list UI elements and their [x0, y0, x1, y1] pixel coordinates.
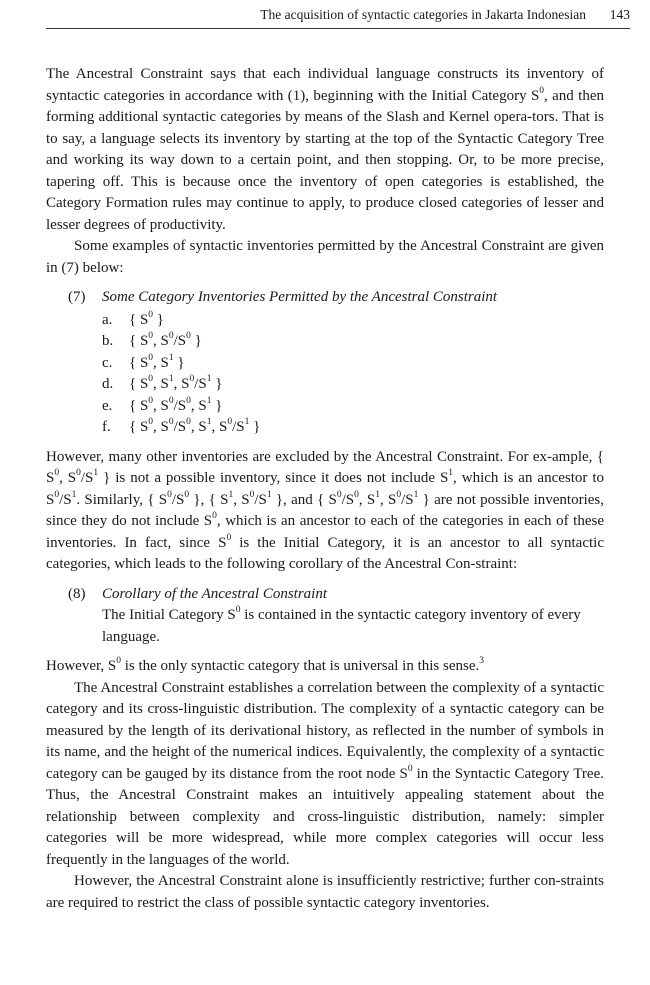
superscript: 1	[93, 468, 99, 478]
superscript: 0	[184, 489, 190, 500]
example-8-number: (8)	[68, 585, 86, 602]
paragraph-1-text-a: The Ancestral Constraint says that each individual language constructs its inventory of syntactic categories in accordance with (1), beginning with the Initial Category S	[46, 66, 604, 104]
superscript: 0	[168, 395, 174, 406]
example-7-item-label: c.	[102, 354, 113, 371]
text-run: , S	[173, 376, 190, 392]
superscript: 0	[186, 417, 191, 427]
text-run: , S	[153, 419, 169, 435]
superscript: 0	[396, 489, 402, 500]
example-7-item	[102, 353, 604, 375]
example-7-number: (7)	[68, 289, 86, 305]
example-7-item-label: f.	[102, 419, 111, 435]
example-8-title: Corollary of the Ancestral Constraint	[102, 585, 328, 602]
example-7-item	[102, 310, 604, 332]
superscript: 0	[167, 489, 172, 500]
example-7-item-set	[129, 374, 222, 396]
page-number: 143	[609, 7, 630, 22]
paragraph-6: However, the Ancestral Constraint alone is insufficiently restrictive; further con-straints are required to restrict the class of possible syntactic category inventories.	[46, 873, 604, 911]
text-run: { S	[129, 354, 149, 371]
example-7-item-set	[129, 310, 164, 332]
text-run: } is not a possible inventory, since it does not include S	[98, 470, 449, 486]
text-run: /S	[59, 491, 72, 508]
text-run: , S	[153, 333, 169, 349]
example-7-item	[102, 331, 604, 353]
text-run: }	[211, 397, 223, 414]
text-run: , S	[190, 419, 207, 435]
superscript: 0	[148, 309, 154, 320]
text-run: }	[211, 376, 223, 392]
superscript: 0	[212, 511, 217, 521]
text-run: The Ancestral Constraint establishes a correlation between the complexity of a syntactic category and its cross-linguistic distribution. The complexity of a syntactic category can be measured by the length of its derivational history, as reflected in the number of symbols in its name, and the height of the numerical indices. Equivalently, the complexity of a syntactic category can be gauged by its distance from the root node S	[46, 679, 604, 782]
superscript: 1	[168, 374, 174, 384]
paragraph-1	[46, 64, 604, 236]
text-run: }	[249, 419, 261, 435]
superscript: 0	[76, 468, 81, 478]
example-7-item	[102, 374, 604, 396]
superscript: 0	[148, 417, 154, 427]
superscript: 0	[186, 331, 191, 341]
text-run: /S	[401, 491, 414, 508]
example-7-item-set	[129, 331, 202, 353]
text-run: in the Syntactic Category Tree. Thus, the Ancestral Constraint makes an intuitively appealing statement about the relationship between complexity and cross-linguistic distribution, namely: simpler categories will be more widespread, while more complex categories will occur less frequently in the languages of the world.	[46, 765, 604, 868]
text-run: is contained in the syntactic category inventory of every language.	[102, 607, 581, 645]
superscript: 0	[336, 489, 342, 500]
text-run: is the only syntactic category that is universal in this sense.	[120, 658, 480, 674]
example-7-item	[102, 417, 604, 439]
text-run: /S	[341, 491, 355, 508]
text-run: . Similarly, { S	[76, 491, 168, 508]
paragraph-2: Some examples of syntactic inventories permitted by the Ancestral Constraint are given in (7) below:	[46, 238, 604, 276]
example-8	[68, 584, 604, 649]
superscript: 0	[116, 656, 121, 666]
text-run: }, and { S	[271, 491, 337, 508]
running-head-title: The acquisition of syntactic categories in Jakarta Indonesian	[260, 7, 586, 22]
superscript: 0	[168, 331, 174, 341]
example-7-item-label: e.	[102, 397, 113, 414]
running-head	[46, 4, 630, 29]
example-7	[68, 287, 604, 439]
superscript: 3	[479, 656, 484, 666]
superscript: 0	[54, 489, 60, 500]
text-run: , S	[211, 419, 228, 435]
superscript: 1	[413, 489, 419, 500]
superscript: 1	[206, 395, 212, 406]
superscript: 0	[226, 532, 232, 543]
text-run: However, S	[46, 658, 117, 674]
superscript: 1	[206, 374, 212, 384]
text-run: { S	[129, 311, 149, 328]
text-run: /S	[194, 376, 207, 392]
superscript: 0	[54, 468, 60, 478]
text-run: /S	[232, 419, 245, 435]
example-7-item-label: d.	[102, 376, 114, 392]
example-7-item	[102, 396, 604, 418]
text-run: is the Initial Category, it is an ancestor to all syntactic categories, which leads to the following corollary of the Ancestral Con-straint:	[46, 534, 604, 572]
text-run: , which is an ancestor to each of the categories in each of these inventories. In fact, since S	[46, 513, 604, 551]
text-run: } are not possible inventories, since they do not include S	[46, 491, 605, 529]
text-run: /S	[254, 491, 267, 508]
text-run: , S	[190, 397, 207, 414]
text-run: { S	[129, 397, 149, 414]
paragraph-1-text-b: , and then forming additional syntactic categories by means of the Slash and Kernel opera-tors. That is to say, a language selects its inventory by starting at the top of the Syntactic Category Tree and working its way down to a certain point, and then stopping. Or, to be more precise, tapering off. This is because once the inventory of open categories is established, the Category Formation rules may continue to apply, to produce closed categories of lesser and lesser degrees of productivity.	[46, 87, 604, 233]
superscript: 0	[235, 605, 241, 615]
example-7-item-set	[129, 417, 260, 439]
text-run: }	[153, 311, 164, 328]
text-run: /S	[173, 333, 187, 349]
text-run: , S	[379, 491, 397, 508]
text-run: }	[173, 354, 185, 371]
superscript: 0	[148, 331, 154, 341]
text-run: , S	[59, 470, 77, 486]
superscript: 0	[148, 395, 154, 406]
superscript: 1	[448, 468, 454, 478]
superscript: 0	[407, 763, 413, 774]
text-run: , S	[153, 397, 169, 414]
example-7-list	[102, 310, 604, 439]
text-run: }, { S	[189, 491, 229, 508]
superscript: 0	[354, 489, 359, 500]
superscript: 1	[375, 489, 380, 500]
paragraph-5	[46, 678, 604, 872]
text-run: /S	[173, 397, 187, 414]
text-run: }	[190, 333, 202, 349]
superscript: 0	[189, 374, 195, 384]
superscript: 0	[148, 352, 154, 363]
example-7-item-label: b.	[102, 333, 114, 349]
superscript: 0	[186, 395, 191, 406]
example-8-body	[102, 605, 592, 648]
superscript: 0	[539, 85, 545, 96]
text-run: However, many other inventories are excluded by the Ancestral Constraint. For ex-ample, { S	[46, 448, 604, 486]
example-7-item-set	[129, 353, 185, 375]
superscript: 1	[206, 417, 212, 427]
text-run: { S	[129, 376, 149, 392]
text-run: , S	[233, 491, 250, 508]
text-run: The Initial Category S	[102, 607, 236, 623]
example-7-item-set	[129, 396, 222, 418]
example-7-title: Some Category Inventories Permitted by the Ancestral Constraint	[102, 289, 498, 305]
paragraph-4	[46, 656, 604, 678]
text-run: , S	[153, 354, 169, 371]
text-run: { S	[129, 419, 149, 435]
superscript: 1	[266, 489, 272, 500]
paragraph-3	[46, 447, 604, 576]
text-run: /S	[80, 470, 94, 486]
text-run: , S	[358, 491, 376, 508]
text-run: /S	[171, 491, 185, 508]
text-run: , S	[153, 376, 169, 392]
text-run: { S	[129, 333, 149, 349]
superscript: 0	[227, 417, 233, 427]
text-run: /S	[173, 419, 187, 435]
superscript: 1	[228, 489, 234, 500]
superscript: 0	[148, 374, 154, 384]
example-7-item-label: a.	[102, 311, 113, 328]
superscript: 1	[71, 489, 77, 500]
text-run: , which is an ancestor to S	[46, 470, 604, 508]
superscript: 1	[244, 417, 250, 427]
superscript: 0	[168, 417, 174, 427]
superscript: 0	[249, 489, 255, 500]
body-text	[46, 64, 604, 914]
superscript: 1	[168, 352, 174, 363]
